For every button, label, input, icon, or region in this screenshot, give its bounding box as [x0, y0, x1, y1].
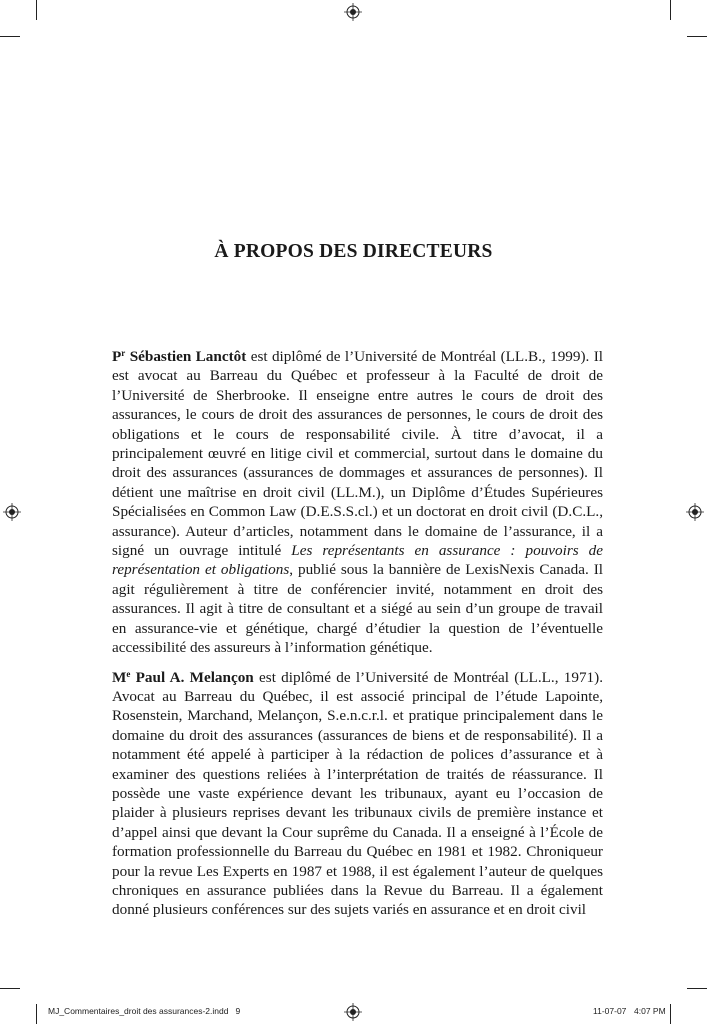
crop-mark-bottom-left-vertical [36, 1004, 37, 1024]
book-title: Les représentants en assurance : pouvoirs de représentation et obligations [112, 542, 604, 579]
crop-mark-bottom-right-horizontal [687, 988, 707, 989]
bio-paragraph-melancon [112, 668, 603, 920]
crop-mark-bottom-left-horizontal [0, 988, 20, 989]
honorific: P [112, 348, 122, 365]
page-heading: À PROPOS DES DIRECTEURS [214, 241, 493, 262]
honorific-superscript: e [126, 668, 131, 679]
bio-name-lanctot [112, 348, 246, 365]
registration-mark-bottom-icon [344, 1003, 362, 1021]
crop-mark-top-right-vertical [670, 0, 671, 20]
crop-mark-top-left-horizontal [0, 36, 20, 37]
crop-mark-top-right-horizontal [687, 36, 707, 37]
registration-mark-left-icon [3, 503, 21, 521]
bio-section [112, 347, 603, 930]
person-name: Sébastien Lanctôt [129, 348, 247, 365]
registration-mark-top-icon [344, 3, 362, 21]
slug-filename: MJ_Commentaires_droit des assurances-2.indd 9 [48, 1006, 241, 1016]
bio-text: , publié sous la bannière de LexisNexis Canada. Il agit régulièrement à titre de conférencier invité, notamment en droit des assurances. Il agit à titre de consultant et a siégé au sein d’un groupe de travail en assurance-vie et génétique, chargé d’étudier la question de l’éventuelle accessibilité des assureurs à l’information génétique. [112, 561, 603, 657]
slug-date: 11-07-07 [593, 1006, 627, 1016]
crop-mark-top-left-vertical [36, 0, 37, 20]
bio-text: est diplômé de l’Université de Montréal (LL.B., 1999). Il est avocat au Barreau du Québec et professeur à la Faculté de droit de l’Université de Sherbrooke. Il enseigne entre autres le cours de droit des assurances, le cours de droit des assurances de personnes, le cours de droit des obligations et le cours de responsabilité civile. À titre d’avocat, il a principalement œuvré en litige civil et commercial, surtout dans le domaine du droit des assurances (assurances de dommages et assurances de personnes). Il détient une maîtrise en droit civil (LL.M.), un Diplôme d’Études Supérieures Spécialisées en Common Law (D.E.S.S.cl.) et un doctorat en droit civil (D.C.L., assurance). Auteur d’articles, notamment dans le domaine de l’assurance, il a signé un ouvrage intitulé [112, 348, 604, 560]
honorific: M [112, 668, 127, 686]
registration-mark-right-icon [686, 503, 704, 521]
bio-paragraph-lanctot [112, 347, 603, 658]
crop-mark-bottom-right-vertical [670, 1004, 671, 1024]
honorific-superscript: r [121, 348, 126, 358]
bio-name-melancon [112, 669, 254, 686]
person-name: Paul A. Melançon [135, 668, 254, 686]
slug-time: 4:07 PM [634, 1006, 666, 1016]
bio-text: est diplômé de l’Université de Montréal (LL.L., 1971). Avocat au Barreau du Québec, il est associé principal de l’étude Lapointe, Rosenstein, Marchand, Melançon, S.e.n.c.r.l. et pratique principalement dans le domaine du droit des assurances (assurances de biens et de responsabilité). Il a notamment été appelé à participer à la rédaction de polices d’assurance et à examiner des questions reliées à l’interprétation de traités de réassurance. Il possède une vaste expérience devant les tribunaux, ayant eu l’occasion de plaider à plusieurs reprises devant les tribunaux civils de première instance et d’appel ainsi que devant la Cour suprême du Canada. Il a enseigné à l’École de formation professionnelle du Barreau du Québec en 1981 et 1982. Chroniqueur pour la revue Les Experts en 1987 et 1988, il est également l’auteur de quelques chroniques en assurance publiées dans la Revue du Barreau. Il a également donné plusieurs conférences sur des sujets variés en assurance et en droit civil [112, 668, 603, 919]
